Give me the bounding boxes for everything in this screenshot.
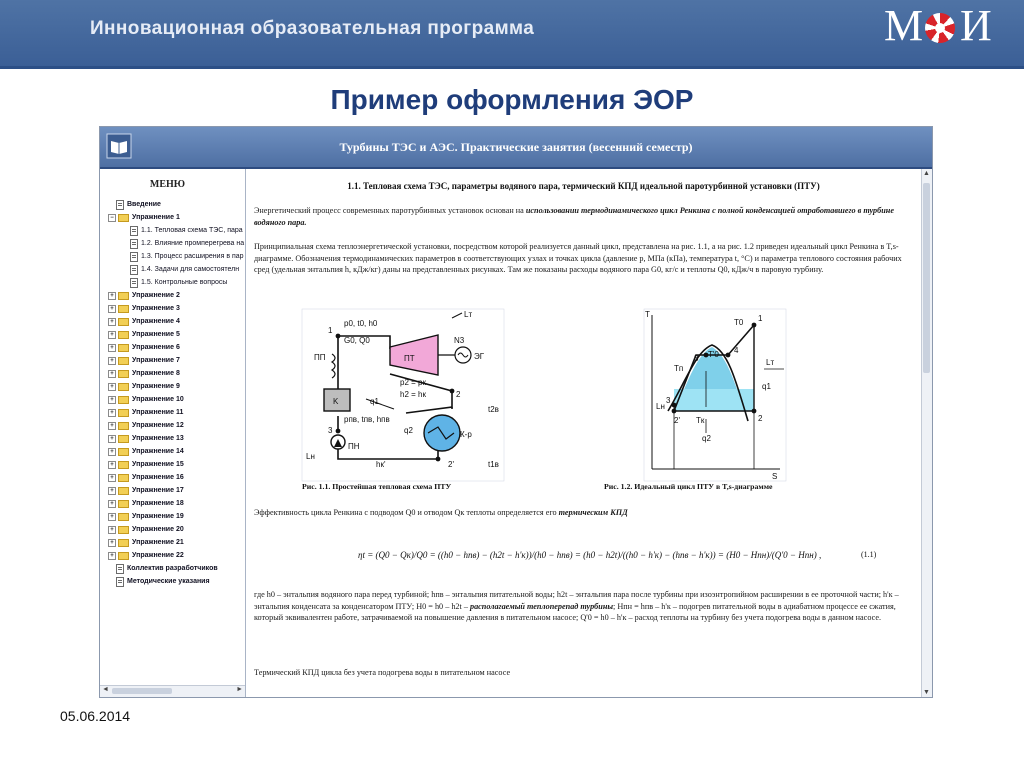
fig2-ln-label: Lн	[656, 402, 665, 411]
folder-icon	[118, 409, 129, 417]
figure1-caption: Рис. 1.1. Простейшая тепловая схема ПТУ	[302, 482, 452, 491]
folder-icon	[118, 331, 129, 339]
expand-icon[interactable]: +	[108, 526, 116, 534]
content-vertical-scrollbar[interactable]	[921, 169, 932, 697]
menu-item[interactable]	[108, 458, 245, 471]
fig2-point-4: 4	[734, 346, 739, 355]
definitions-text: где h0 – энтальпия водяного пара перед турбиной; hпв – энтальпия питательной воды; h2t – энтальпия пара после турбины при изоэнтропийном расширении в ее проточной части; h'к – энтальпия конденсата за конденсатором ПТУ; H0 = h0 – h2t –	[254, 590, 899, 611]
menu-heading: МЕНЮ	[149, 179, 186, 190]
formula-expression: ηt = (Q0 − Qк)/Q0 = ((h0 − hпв) − (h2t − h'к))/(h0 − hпв) = (h0 − h2t)/((h0 − h'к) − (hпв − h'к)) = (H0 − Hпн)/(Q'0 − Hпн) ,	[358, 550, 822, 560]
fig1-ln-label: Lн	[306, 452, 315, 461]
menu-item[interactable]	[108, 341, 245, 354]
menu-item-label: Упражнение 5	[132, 331, 180, 338]
menu-item[interactable]	[108, 432, 245, 445]
menu-item[interactable]	[108, 419, 245, 432]
menu-tree	[108, 198, 245, 588]
menu-item[interactable]	[108, 328, 245, 341]
fig1-t1v-label: t1в	[488, 460, 499, 469]
folder-icon	[118, 500, 129, 508]
menu-item-label: Упражнение 14	[132, 448, 184, 455]
scrollbar-thumb[interactable]	[923, 183, 930, 373]
menu-item-label: Упражнение 21	[132, 539, 184, 546]
menu-item-label: Упражнение 20	[132, 526, 184, 533]
section-title: 1.1. Тепловая схема ТЭС, параметры водяного пара, термический КПД идеальной паротурбинной установки (ПТУ)	[347, 181, 820, 191]
folder-icon	[118, 461, 129, 469]
fig1-p2-label: p2 = pк	[400, 378, 426, 387]
folder-icon	[118, 435, 129, 443]
menu-item-label: Упражнение 16	[132, 474, 184, 481]
menu-item[interactable]	[108, 354, 245, 367]
menu-item[interactable]	[108, 237, 245, 250]
fig2-point-2p: 2'	[674, 416, 680, 425]
menu-horizontal-scrollbar[interactable]	[100, 685, 245, 697]
page-icon	[130, 239, 138, 249]
folder-icon	[118, 513, 129, 521]
paragraph-thermal-efficiency: Термический КПД цикла без учета подогрева воды в питательном насосе	[254, 668, 511, 677]
fig2-t0p-label: T'0	[708, 350, 719, 359]
menu-panel	[100, 169, 246, 697]
menu-item[interactable]	[108, 393, 245, 406]
menu-item-label: Упражнение 22	[132, 552, 184, 559]
folder-icon	[118, 396, 129, 404]
folder-icon	[118, 526, 129, 534]
expand-icon[interactable]: +	[108, 448, 116, 456]
fig1-kr-label: К-р	[460, 430, 472, 439]
efficiency-text: Эффективность цикла Ренкина с подводом Q0 и отводом Qк теплоты определяется его	[254, 508, 557, 517]
folder-icon	[118, 357, 129, 365]
menu-item[interactable]	[108, 367, 245, 380]
fig2-point-1: 1	[758, 314, 763, 323]
expand-icon[interactable]: +	[108, 539, 116, 547]
menu-item-label: Упражнение 4	[132, 318, 180, 325]
menu-item[interactable]	[108, 549, 245, 562]
fig2-point-2: 2	[758, 414, 763, 423]
menu-item[interactable]	[108, 211, 245, 224]
paragraph-intro	[254, 205, 914, 228]
expand-icon[interactable]: +	[108, 409, 116, 417]
menu-item-label: 1.5. Контрольные вопросы	[141, 279, 228, 286]
menu-item-label: Упражнение 12	[132, 422, 184, 429]
fig2-t0-label: T0	[734, 318, 744, 327]
menu-item-label: Методические указания	[127, 578, 210, 585]
logo-swirl-icon	[925, 13, 955, 43]
fig1-k-label: K	[333, 397, 339, 406]
menu-item-label: Упражнение 2	[132, 292, 180, 299]
folder-icon	[118, 305, 129, 313]
expand-icon[interactable]: +	[108, 500, 116, 508]
fig1-pn-label: ПН	[348, 442, 360, 451]
scrollbar-thumb[interactable]	[112, 688, 172, 694]
equation-number: (1.1)	[861, 550, 877, 559]
mei-logo	[878, 1, 1006, 50]
figure-thermal-scheme	[302, 309, 504, 481]
folder-icon	[118, 474, 129, 482]
menu-item-label: 1.4. Задачи для самостоятелн	[141, 266, 240, 273]
expand-icon[interactable]: +	[108, 370, 116, 378]
expand-icon[interactable]: +	[108, 461, 116, 469]
menu-item-label: Упражнение 6	[132, 344, 180, 351]
fig2-tp-label: Tп	[674, 364, 684, 373]
menu-item[interactable]	[108, 406, 245, 419]
menu-item[interactable]	[108, 198, 245, 211]
intro-text: Энергетический процесс современных паротурбинных установок основан на	[254, 206, 524, 215]
menu-item-label: 1.3. Процесс расширения в пар	[141, 253, 244, 260]
expand-icon[interactable]: +	[108, 396, 116, 404]
folder-icon	[118, 448, 129, 456]
formula-1-1	[246, 535, 921, 575]
folder-icon	[118, 214, 129, 222]
efficiency-emphasis: термическим КПД	[558, 508, 628, 517]
page-icon	[130, 252, 138, 262]
menu-item-label: Упражнение 3	[132, 305, 180, 312]
fig1-t2v-label: t2в	[488, 405, 499, 414]
menu-item[interactable]	[108, 471, 245, 484]
folder-icon	[118, 292, 129, 300]
definitions-emphasis: располагаемый теплоперепад турбины	[469, 601, 614, 611]
slide-title: Пример оформления ЭОР	[330, 84, 694, 115]
fig1-point-1: 1	[328, 326, 333, 335]
fig1-n-label: N3	[454, 336, 465, 345]
menu-item[interactable]	[108, 445, 245, 458]
page-icon	[116, 200, 124, 210]
menu-item[interactable]	[108, 250, 245, 263]
menu-item[interactable]	[108, 510, 245, 523]
menu-item-label: Упражнение 13	[132, 435, 184, 442]
fig2-point-3p: 3'	[694, 354, 700, 363]
menu-item-label: Упражнение 9	[132, 383, 180, 390]
fig1-q2-label: q2	[404, 426, 413, 435]
folder-icon	[118, 539, 129, 547]
menu-item[interactable]	[108, 315, 245, 328]
expand-icon[interactable]: +	[108, 383, 116, 391]
folder-icon	[118, 370, 129, 378]
intro-emphasis: использовании термодинамического цикл Ренкина с полной конденсацией отработавшего в турбине водяного пара.	[254, 206, 894, 227]
menu-item[interactable]	[108, 302, 245, 315]
menu-item[interactable]	[108, 575, 245, 588]
fig2-lt-label: Lт	[766, 358, 775, 367]
paragraph-efficiency	[254, 507, 914, 519]
menu-item[interactable]	[108, 289, 245, 302]
menu-item[interactable]	[108, 276, 245, 289]
logo-letter-m: М	[884, 1, 924, 50]
slide-header	[0, 0, 1024, 69]
app-banner	[100, 127, 932, 169]
menu-item-label: Упражнение 7	[132, 357, 180, 364]
menu-item[interactable]	[108, 523, 245, 536]
menu-item-label: Упражнение 11	[132, 409, 184, 416]
content-pane	[246, 169, 921, 697]
menu-item[interactable]	[108, 380, 245, 393]
menu-item-label: Упражнение 10	[132, 396, 184, 403]
eor-window	[99, 126, 933, 698]
fig1-q1-label: q1	[370, 397, 379, 406]
fig1-pt-label: ПТ	[404, 354, 415, 363]
folder-icon	[118, 383, 129, 391]
menu-item-label: Введение	[127, 201, 161, 208]
paragraph-definitions	[254, 589, 914, 624]
fig1-top-label: p0, t0, h0	[344, 319, 378, 328]
expand-icon[interactable]: +	[108, 305, 116, 313]
fig2-axis-s: S	[772, 472, 778, 481]
fig2-tk-label: Tк	[696, 416, 705, 425]
figure2-caption: Рис. 1.2. Идеальный цикл ПТУ в T,s-диаграмме	[604, 482, 773, 491]
fig1-eg-label: ЭГ	[474, 352, 485, 361]
slide-date: 05.06.2014	[60, 708, 131, 724]
menu-item-label: Упражнение 8	[132, 370, 180, 377]
expand-icon[interactable]: +	[108, 357, 116, 365]
program-title: Инновационная образовательная программа	[90, 18, 535, 39]
page-icon	[130, 265, 138, 275]
folder-icon	[118, 344, 129, 352]
app-title: Турбины ТЭС и АЭС. Практические занятия (весенний семестр)	[339, 140, 693, 154]
menu-item[interactable]	[108, 484, 245, 497]
folder-icon	[118, 422, 129, 430]
scroll-right-icon[interactable]: ►	[236, 686, 243, 693]
fig2-q1-label: q1	[762, 382, 771, 391]
folder-icon	[118, 487, 129, 495]
scroll-left-icon[interactable]: ◄	[102, 686, 109, 693]
menu-item-label: Упражнение 15	[132, 461, 184, 468]
folder-icon	[118, 318, 129, 326]
menu-item[interactable]	[108, 562, 245, 575]
fig1-lt-label: Lт	[464, 310, 473, 319]
menu-item[interactable]	[108, 263, 245, 276]
expand-icon[interactable]: +	[108, 513, 116, 521]
menu-item[interactable]	[108, 497, 245, 510]
expand-icon[interactable]: +	[108, 552, 116, 560]
fig1-point-3: 3	[328, 426, 333, 435]
expand-icon[interactable]: +	[108, 487, 116, 495]
figure-ts-diagram	[644, 309, 786, 481]
expand-icon[interactable]: +	[108, 474, 116, 482]
page-icon	[116, 564, 124, 574]
fig2-q2-label: q2	[702, 434, 711, 443]
fig2-point-3: 3	[666, 396, 671, 405]
definitions-text-cont: ; Hпн = hпв – h'к – подогрев питательной воды в адиабатном процессе ее сжатия, который эквивалентен работе, затрачиваемой на повышение давления в питательном насосе; Q'0 = h0 – h'к – расход теплоты на турбину без учета подогрева воды в данном насосе.	[254, 601, 896, 622]
fig1-ppv-label: pпв, tпв, hпв	[344, 415, 390, 424]
logo-letter-i: И	[960, 1, 992, 50]
fig1-hk-label: hк'	[376, 460, 386, 469]
menu-item[interactable]	[108, 224, 245, 237]
expand-icon[interactable]: +	[108, 435, 116, 443]
menu-item-label: Коллектив разработчиков	[127, 565, 218, 572]
collapse-icon[interactable]: −	[108, 214, 116, 222]
folder-icon	[118, 552, 129, 560]
menu-item-label: Упражнение 17	[132, 487, 184, 494]
expand-icon[interactable]: +	[108, 292, 116, 300]
scroll-down-icon[interactable]: ▼	[923, 689, 930, 696]
fig1-point-2: 2	[456, 390, 461, 399]
page-icon	[116, 577, 124, 587]
fig1-h2-label: h2 = hк	[400, 390, 426, 399]
fig1-pp-label: ПП	[314, 353, 326, 362]
fig2-axis-t: T	[645, 310, 650, 319]
menu-item-label: Упражнение 1	[132, 214, 180, 221]
menu-item-label: 1.1. Тепловая схема ТЭС, пара	[141, 227, 243, 234]
fig1-point-2p: 2'	[448, 460, 454, 469]
menu-item-label: Упражнение 19	[132, 513, 184, 520]
menu-item[interactable]	[108, 536, 245, 549]
page-icon	[130, 278, 138, 288]
expand-icon[interactable]: +	[108, 318, 116, 326]
page-icon	[130, 226, 138, 236]
menu-item-label: Упражнение 18	[132, 500, 184, 507]
expand-icon[interactable]: +	[108, 344, 116, 352]
expand-icon[interactable]: +	[108, 331, 116, 339]
fig1-g0-label: G0, Q0	[344, 336, 370, 345]
scroll-up-icon[interactable]: ▲	[923, 170, 930, 177]
paragraph-scheme: Принципиальная схема теплоэнергетической установки, посредством которой реализуется данный цикл, представлена на рис. 1.1, а на рис. 1.2 приведен идеальный цикл Ренкина в T,s-диаграмме. Обозначения термодинамических параметров в соответствующих узлах и точках цикла (давление p, МПа (кПа), температура t, °С) и параметра теплового состояния рабочих сред (удельная энтальпия h, кДж/кг) даны на представленных рисунках. Там же показаны расходы водяного пара G0, кг/с и теплоты Q0, кДж/ч в паровую турбину.	[254, 242, 902, 274]
menu-item-label: 1.2. Влияние промперегрева на	[141, 240, 245, 247]
expand-icon[interactable]: +	[108, 422, 116, 430]
